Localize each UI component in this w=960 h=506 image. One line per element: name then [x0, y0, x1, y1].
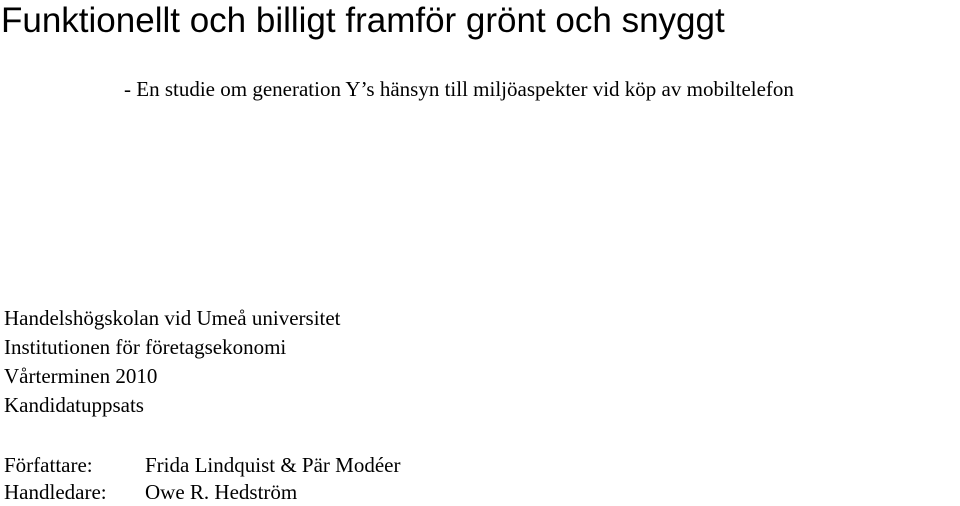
supervisor-value: Owe R. Hedström: [145, 480, 298, 504]
supervisor-label: Handledare:: [4, 480, 107, 504]
authors-label: Författare:: [4, 453, 93, 477]
thesis-type: Kandidatuppsats: [4, 393, 144, 417]
term: Vårterminen 2010: [4, 364, 158, 388]
document-title: Funktionellt och billigt framför grönt och snyggt: [1, 1, 725, 40]
authors-value: Frida Lindquist & Pär Modéer: [145, 453, 401, 477]
school-name: Handelshögskolan vid Umeå universitet: [4, 306, 341, 330]
supervisor-row: [4, 479, 400, 506]
credits: [4, 452, 400, 506]
authors-row: [4, 452, 400, 479]
document-subtitle: - En studie om generation Y’s hänsyn till miljöaspekter vid köp av mobiltelefon: [124, 77, 794, 101]
department-name: Institutionen för företagsekonomi: [4, 335, 287, 359]
institution-info: [4, 304, 341, 420]
